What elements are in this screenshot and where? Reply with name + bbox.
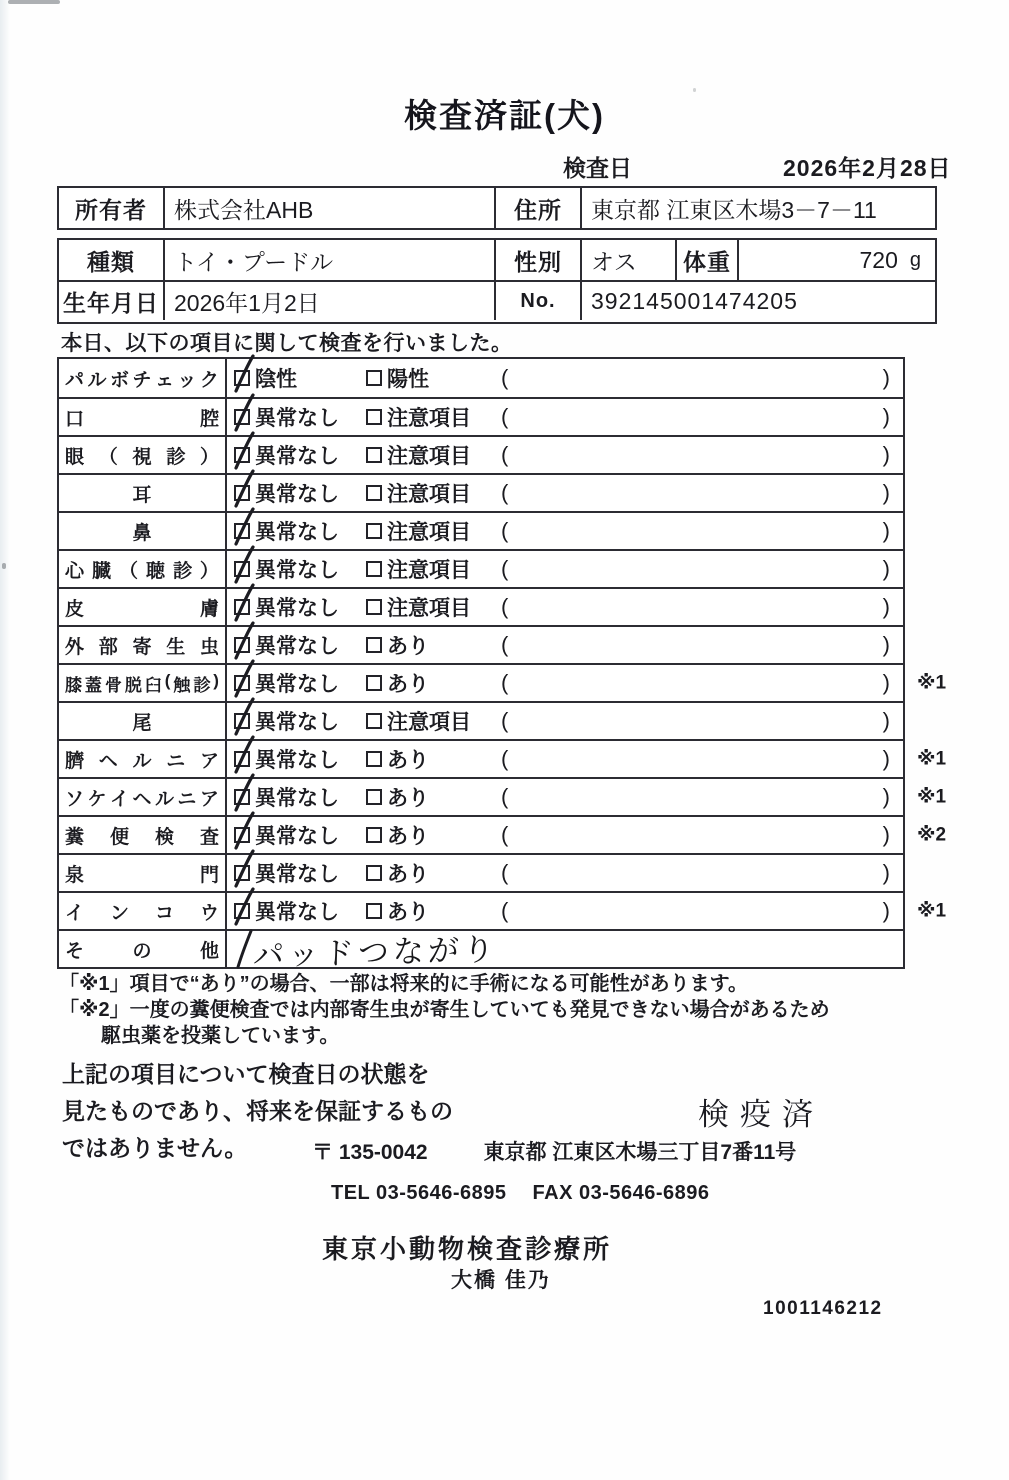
tel-number: TEL 03-5646-6895	[331, 1182, 507, 1204]
option-result-1	[234, 630, 339, 660]
checkbox-result-1[interactable]	[234, 370, 250, 386]
inspection-item-label: そ の 他	[59, 931, 227, 967]
remarks-paren-open: (	[501, 746, 509, 771]
option-label: 異常なし	[255, 711, 339, 734]
inspection-row	[59, 359, 903, 397]
inspection-date-label: 検査日	[563, 155, 632, 181]
option-label: 陰性	[255, 368, 297, 391]
other-row-content	[227, 931, 903, 974]
checkbox-result-2[interactable]	[366, 409, 382, 425]
inspection-row	[59, 587, 903, 625]
handwritten-check-icon	[232, 773, 256, 813]
remarks-paren-close: )	[882, 860, 890, 885]
weight-label: 体重	[675, 240, 737, 280]
sex-value: オス	[580, 240, 675, 280]
remarks-paren-open: (	[501, 594, 509, 619]
inspection-row	[59, 511, 903, 549]
handwritten-check-icon	[232, 507, 256, 547]
remarks-paren-close: )	[882, 746, 890, 771]
inspection-row	[59, 777, 947, 815]
handwritten-note: パッドつながり	[252, 931, 499, 974]
inspection-item-label: 外 部 寄 生 虫	[59, 627, 227, 663]
checkbox-result-2[interactable]	[366, 903, 382, 919]
option-result-1	[234, 744, 339, 774]
handwritten-check-icon	[232, 849, 256, 889]
inspection-row-content	[227, 779, 903, 815]
option-result-2	[366, 516, 471, 546]
option-label: 異常なし	[255, 901, 339, 924]
handwritten-check-icon	[232, 887, 256, 927]
inspection-item-label: 眼 （ 視 診 ）	[59, 437, 227, 473]
checkbox-result-2[interactable]	[366, 561, 382, 577]
no-label: No.	[494, 282, 580, 320]
remarks-paren-close: )	[882, 784, 890, 809]
breed-value: トイ・プードル	[163, 240, 494, 280]
remarks-paren-open: (	[501, 365, 509, 390]
checkbox-result-2[interactable]	[366, 827, 382, 843]
option-result-2	[366, 592, 471, 622]
option-label: 異常なし	[255, 445, 339, 468]
checkbox-result-1[interactable]	[234, 865, 250, 881]
inspection-row	[59, 397, 903, 435]
breed-row	[59, 240, 935, 280]
birth-row	[59, 280, 935, 320]
option-label: あり	[387, 635, 429, 658]
remarks-paren-open: (	[501, 632, 509, 657]
option-label: 異常なし	[255, 749, 339, 772]
inspection-row-content	[227, 703, 903, 739]
remarks-paren-close: )	[882, 518, 890, 543]
remarks-paren-close: )	[882, 670, 890, 695]
remarks-paren-open: (	[501, 518, 509, 543]
scan-speck	[2, 563, 6, 569]
remarks-paren-close: )	[882, 480, 890, 505]
checkbox-result-2[interactable]	[366, 713, 382, 729]
inspection-row-content	[227, 513, 903, 549]
address-value: 東京都 江東区木場3－7－11	[580, 188, 935, 228]
inspection-row-content	[227, 893, 903, 929]
checkbox-result-1[interactable]	[234, 447, 250, 463]
remarks-paren-open: (	[501, 404, 509, 429]
option-label: 異常なし	[255, 483, 339, 506]
inspection-item-label: 糞 便 検 査	[59, 817, 227, 853]
clinic-address-line	[312, 1136, 796, 1166]
checkbox-result-1[interactable]	[234, 713, 250, 729]
option-label: 注意項目	[387, 407, 471, 430]
option-result-2	[366, 402, 471, 432]
contact-line	[331, 1182, 710, 1205]
remarks-paren-close: )	[882, 365, 890, 390]
inspection-item-label: 口 腔	[59, 399, 227, 435]
remarks-paren-open: (	[501, 556, 509, 581]
option-label: 異常なし	[255, 597, 339, 620]
option-result-1	[234, 820, 339, 850]
option-result-1	[234, 478, 339, 508]
owner-label: 所有者	[75, 196, 147, 223]
footnote-2: 「※2」一度の糞便検査では内部寄生虫が寄生していても発見できない場合があるため	[59, 999, 830, 1021]
clinic-name: 東京小動物検査診療所	[322, 1234, 613, 1264]
option-label: 注意項目	[387, 521, 471, 544]
inspection-item-label: イ ン コ ウ	[59, 893, 227, 929]
handwritten-check-icon	[232, 469, 256, 509]
postal-code: 〒 135-0042	[312, 1141, 428, 1164]
remarks-paren-open: (	[501, 670, 509, 695]
inspection-row	[59, 435, 903, 473]
scan-speck	[8, 0, 60, 4]
checkbox-result-2[interactable]	[366, 675, 382, 691]
inspection-row-content	[227, 399, 903, 435]
remarks-paren-open: (	[501, 860, 509, 885]
no-value: 392145001474205	[580, 282, 935, 320]
option-result-2	[366, 440, 471, 470]
option-result-1	[234, 516, 339, 546]
row-ref-note: ※1	[917, 748, 947, 770]
handwritten-check-icon	[232, 393, 256, 433]
remarks-paren-open: (	[501, 708, 509, 733]
option-label: あり	[387, 787, 429, 810]
remarks-paren-close: )	[882, 404, 890, 429]
row-ref-note: ※1	[917, 672, 947, 694]
checkbox-result-1[interactable]	[234, 523, 250, 539]
inspection-row-content	[227, 437, 903, 473]
inspection-row-content	[227, 855, 903, 891]
option-label: あり	[387, 673, 429, 696]
checkbox-result-1[interactable]	[234, 485, 250, 501]
checkbox-result-2[interactable]	[366, 789, 382, 805]
owner-value: 株式会社AHB	[163, 188, 494, 228]
option-result-1	[234, 782, 339, 812]
inspection-row	[59, 473, 903, 511]
inspection-row	[59, 701, 903, 739]
option-label: あり	[387, 901, 429, 924]
inspection-item-label: 鼻	[59, 513, 227, 549]
remarks-paren-close: )	[882, 594, 890, 619]
birth-label: 生年月日	[63, 289, 159, 316]
weight-unit: g	[909, 248, 921, 271]
option-result-1	[234, 896, 339, 926]
owner-table	[57, 186, 937, 230]
inspection-row-content	[227, 627, 903, 663]
option-result-2	[366, 668, 429, 698]
clinic-street-address: 東京都 江東区木場三丁目7番11号	[483, 1141, 797, 1164]
inspection-item-label: 耳	[59, 475, 227, 511]
pet-table	[57, 238, 937, 324]
option-label: 異常なし	[255, 521, 339, 544]
remarks-paren-close: )	[882, 898, 890, 923]
handwritten-check-icon	[232, 354, 256, 394]
inspection-row	[59, 663, 947, 701]
inspection-row	[59, 815, 947, 853]
option-label: 異常なし	[255, 825, 339, 848]
inspection-item-label: 尾	[59, 703, 227, 739]
inspection-item-label: 皮 膚	[59, 589, 227, 625]
option-label: 注意項目	[387, 559, 471, 582]
option-label: 注意項目	[387, 483, 471, 506]
inspection-item-label: ソ ケ イ ヘ ル ニ ア	[59, 779, 227, 815]
checkbox-result-2[interactable]	[366, 599, 382, 615]
option-label: 異常なし	[255, 407, 339, 430]
option-label: あり	[387, 825, 429, 848]
inspection-row-content	[227, 817, 903, 853]
option-result-2	[366, 706, 471, 736]
row-ref-note: ※2	[917, 824, 947, 846]
handwritten-check-icon	[232, 431, 256, 471]
birth-value: 2026年1月2日	[163, 282, 494, 320]
remarks-paren-open: (	[501, 480, 509, 505]
weight-value: 720	[859, 246, 898, 273]
inspection-item-label: 臍 ヘ ル ニ ア	[59, 741, 227, 777]
inspection-item-label: 膝 蓋 骨 脱 臼 ( 触 診 )	[59, 665, 227, 701]
checkbox-result-1[interactable]	[234, 751, 250, 767]
checkbox-result-1[interactable]	[234, 409, 250, 425]
handwritten-check-icon	[232, 811, 256, 851]
remarks-paren-close: )	[882, 822, 890, 847]
checkbox-result-2[interactable]	[366, 447, 382, 463]
remarks-paren-close: )	[882, 708, 890, 733]
inspection-date-line	[0, 150, 1009, 180]
breed-label: 種類	[87, 248, 135, 275]
inspection-row-content	[227, 551, 903, 587]
checkbox-result-2[interactable]	[366, 637, 382, 653]
option-result-2	[366, 744, 429, 774]
page-title: 検査済証(犬)	[404, 97, 605, 134]
option-label: 異常なし	[255, 863, 339, 886]
handwritten-check-icon	[232, 659, 256, 699]
inspection-table	[57, 357, 947, 974]
checkbox-result-1[interactable]	[234, 561, 250, 577]
option-result-2	[366, 554, 471, 584]
checkbox-result-1[interactable]	[234, 789, 250, 805]
footnotes	[59, 971, 830, 1049]
inspection-item-label: パ ル ボ チ ェ ッ ク	[59, 359, 227, 397]
option-result-1	[234, 592, 339, 622]
option-result-1	[234, 440, 339, 470]
disclaimer-line-1: 上記の項目について検査日の状態を	[62, 1061, 430, 1087]
inspection-item-label: 泉 門	[59, 855, 227, 891]
remarks-paren-close: )	[882, 556, 890, 581]
footnote-2-cont: 駆虫薬を投薬しています。	[101, 1025, 340, 1047]
owner-row	[59, 188, 935, 228]
option-result-2	[366, 858, 429, 888]
handwritten-check-icon	[232, 545, 256, 585]
option-result-1	[234, 363, 297, 393]
option-label: 異常なし	[255, 787, 339, 810]
inspection-row-content	[227, 665, 903, 701]
checkbox-result-2[interactable]	[366, 865, 382, 881]
remarks-paren-open: (	[501, 442, 509, 467]
checkbox-result-1[interactable]	[234, 675, 250, 691]
option-label: あり	[387, 749, 429, 772]
inspection-row-content	[227, 475, 903, 511]
option-result-1	[234, 706, 339, 736]
pen-stroke	[235, 927, 253, 971]
address-label: 住所	[494, 188, 580, 228]
option-label: 注意項目	[387, 597, 471, 620]
option-result-2	[366, 363, 429, 393]
remarks-paren-open: (	[501, 784, 509, 809]
checkbox-result-2[interactable]	[366, 485, 382, 501]
option-result-2	[366, 782, 429, 812]
checkbox-result-1[interactable]	[234, 903, 250, 919]
option-result-1	[234, 554, 339, 584]
sex-label: 性別	[494, 240, 580, 280]
option-label: 異常なし	[255, 673, 339, 696]
remarks-paren-close: )	[882, 632, 890, 657]
inspection-item-label: 心 臓 （ 聴 診 ）	[59, 551, 227, 587]
inspection-row	[59, 739, 947, 777]
option-result-1	[234, 402, 339, 432]
option-result-2	[366, 820, 429, 850]
remarks-paren-close: )	[882, 442, 890, 467]
veterinarian-name: 大橋 佳乃	[451, 1269, 551, 1292]
option-result-2	[366, 896, 429, 926]
handwritten-check-icon	[232, 735, 256, 775]
option-label: あり	[387, 863, 429, 886]
inspection-row-other	[59, 929, 903, 974]
row-ref-note: ※1	[917, 786, 947, 808]
checkbox-result-2[interactable]	[366, 370, 382, 386]
row-ref-note: ※1	[917, 900, 947, 922]
intro-text: 本日、以下の項目に関して検査を行いました。	[61, 332, 513, 355]
handwritten-check-icon	[232, 583, 256, 623]
checkbox-result-2[interactable]	[366, 751, 382, 767]
remarks-paren-open: (	[501, 822, 509, 847]
option-result-2	[366, 478, 471, 508]
quarantine-stamp: 検疫済	[698, 1097, 824, 1132]
option-result-1	[234, 668, 339, 698]
checkbox-result-1[interactable]	[234, 827, 250, 843]
option-label: 陽性	[387, 368, 429, 391]
option-result-1	[234, 858, 339, 888]
footnote-1: 「※1」項目で“あり”の場合、一部は将来的に手術になる可能性があります。	[59, 973, 748, 995]
checkbox-result-1[interactable]	[234, 637, 250, 653]
fax-number: FAX 03-5646-6896	[532, 1182, 710, 1204]
option-result-2	[366, 630, 429, 660]
inspection-row	[59, 625, 903, 663]
option-label: 注意項目	[387, 445, 471, 468]
option-label: 異常なし	[255, 559, 339, 582]
option-label: 異常なし	[255, 635, 339, 658]
inspection-row	[59, 549, 903, 587]
remarks-paren-open: (	[501, 898, 509, 923]
disclaimer-line-3: ではありません。	[62, 1135, 248, 1161]
checkbox-result-2[interactable]	[366, 523, 382, 539]
document-number: 1001146212	[763, 1298, 883, 1319]
option-label: 注意項目	[387, 711, 471, 734]
weight-cell	[737, 240, 935, 280]
inspection-row-content	[227, 359, 903, 397]
handwritten-check-icon	[232, 697, 256, 737]
disclaimer-line-2: 見たものであり、将来を保証するもの	[62, 1098, 453, 1124]
inspection-row	[59, 853, 903, 891]
inspection-row-content	[227, 741, 903, 777]
inspection-row-content	[227, 589, 903, 625]
scan-edge-tint	[0, 0, 10, 1480]
inspection-date-value: 2026年2月28日	[783, 155, 952, 181]
handwritten-check-icon	[232, 621, 256, 661]
checkbox-result-1[interactable]	[234, 599, 250, 615]
